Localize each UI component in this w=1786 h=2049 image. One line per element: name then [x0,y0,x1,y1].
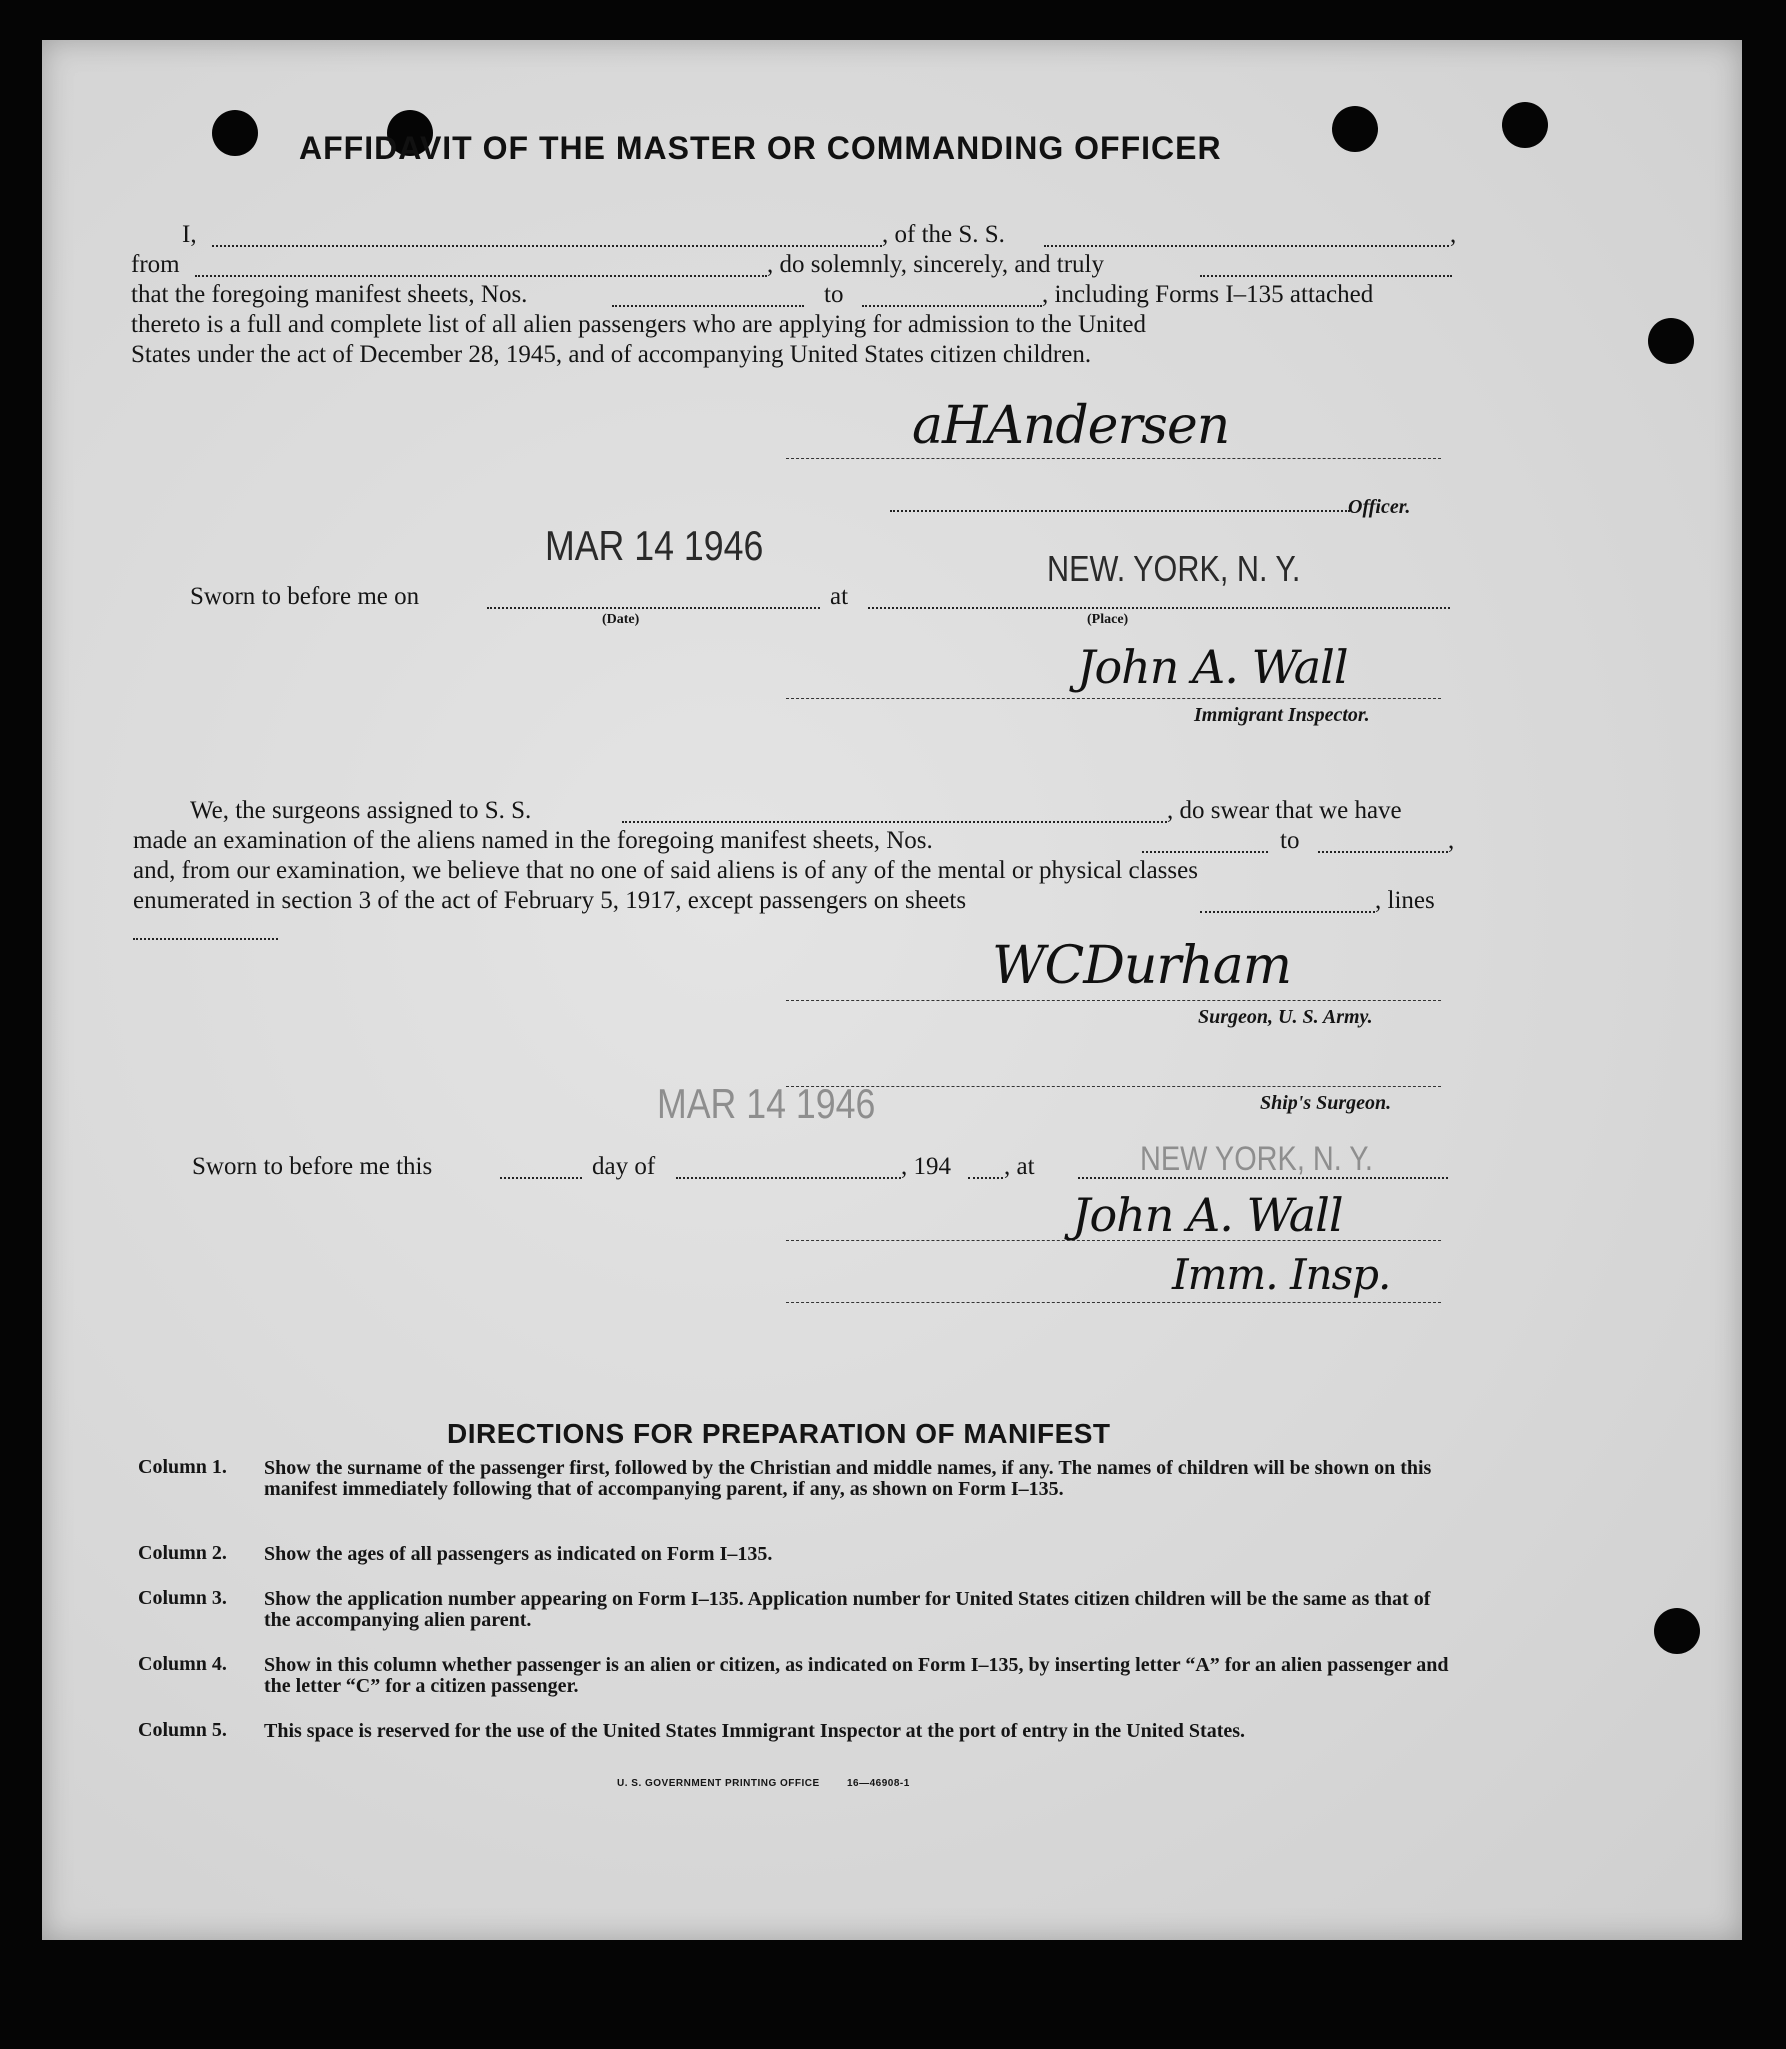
column-4-text: Show in this column whether passenger is an alien or citizen, as indicated on Form I–135, by inserting letter “A” for an alien passenger and the letter “C” for a citizen passenger. [264,1654,1449,1697]
surgeons-line-4: enumerated in section 3 of the act of February 5, 1917, except passengers on sheets [133,887,967,914]
punctuation: , [1448,827,1455,854]
column-3-label: Column 3. [138,1587,227,1609]
inspector-caption: Immigrant Inspector. [1194,704,1370,726]
surgeon-signature: WCDurham [992,936,1292,996]
punch-hole [1502,102,1548,148]
inspector-title-line [786,1302,1441,1303]
to-label: to [1280,827,1300,854]
at-label: , at [1004,1153,1035,1180]
ship-blank [1044,245,1449,247]
day-blank [500,1177,582,1179]
inspector-line [786,698,1441,699]
from-blank [195,275,767,277]
name-blank [212,245,882,247]
column-1-text: Show the surname of the passenger first, followed by the Christian and middle names, if any. The names of children will be shown on this manifest immediately following that of accompanying parent, if any, as shown on Form I–135. [264,1457,1432,1500]
date-caption: (Date) [602,612,640,627]
surgeon-caption: Surgeon, U. S. Army. [1198,1006,1373,1028]
inspector-signature: John A. Wall [1077,640,1348,694]
document-page [42,40,1742,1940]
officer-caption: Officer. [1348,496,1411,518]
form-number: 16—46908-1 [846,1778,910,1789]
place-caption: (Place) [1087,612,1129,627]
date-line [487,607,820,609]
surgeon-sheet-from [1142,851,1268,853]
column-2-label: Column 2. [138,1542,227,1564]
surgeons-oath: , do swear that we have [1167,797,1402,824]
surgeons-line-1: We, the surgeons assigned to S. S. [190,797,532,824]
directions-title: DIRECTIONS FOR PREPARATION OF MANIFEST [447,1418,1111,1449]
surgeon-line [786,1000,1441,1001]
printer-imprint [617,1778,910,1789]
affidavit-line-2-lead: from [131,251,180,278]
sheet-to-blank [862,305,1042,307]
surgeons-line-3: and, from our examination, we believe that no one of said aliens is of any of the mental or physical classes [133,857,1198,884]
year-label: , 194 [901,1153,951,1180]
inspector-title-signature: Imm. Insp. [1172,1250,1391,1299]
day-of-label: day of [592,1153,656,1180]
surgeon-sheet-to [1318,851,1448,853]
officer-line [890,510,1350,512]
column-2-text: Show the ages of all passengers as indicated on Form I–135. [264,1543,773,1565]
column-3-text: Show the application number appearing on Form I–135. Application number for United States citizen children will be the same as that of the accompanying alien parent. [264,1588,1431,1631]
lines-blank [133,938,278,940]
place-line [868,607,1450,609]
inspector-signature-2: John A. Wall [1072,1188,1343,1242]
punch-hole [1654,1608,1700,1654]
sworn-this-label: Sworn to before me this [192,1153,433,1180]
sheets-blank [1200,911,1375,913]
column-1-label: Column 1. [138,1456,227,1478]
surgeons-line-2: made an examination of the aliens named in the foregoing manifest sheets, Nos. [133,827,933,854]
at-label: at [830,583,849,610]
officer-signature: aHAndersen [912,396,1230,456]
date-stamp: MAR 14 1946 [545,522,764,569]
oath-blank [1200,275,1452,277]
punch-hole [1332,106,1378,152]
surgeon-ship-blank [622,821,1167,823]
year-blank [968,1177,1003,1179]
inspector-line-2 [786,1240,1441,1241]
sworn-label: Sworn to before me on [190,583,420,610]
affidavit-line-3-forms: , including Forms I–135 attached [1042,281,1374,308]
punch-hole [212,110,258,156]
sheet-from-blank [612,305,804,307]
printer-name: U. S. GOVERNMENT PRINTING OFFICE [617,1778,820,1789]
to-label: to [824,281,844,308]
column-5-label: Column 5. [138,1719,227,1741]
month-blank [676,1177,901,1179]
date-stamp-faint: MAR 14 1946 [657,1080,876,1127]
column-5-text: This space is reserved for the use of the United States Immigrant Inspector at the port of entry in the United States. [264,1720,1246,1742]
column-4-label: Column 4. [138,1653,227,1675]
affidavit-line-4: thereto is a full and complete list of all alien passengers who are applying for admission to the United [131,311,1147,338]
ship-surgeon-line [786,1086,1441,1087]
affidavit-title: AFFIDAVIT OF THE MASTER OR COMMANDING OFFICER [299,130,1222,166]
signature-line [786,458,1441,459]
place-stamp-faint: NEW YORK, N. Y. [1140,1140,1373,1178]
affidavit-line-1-lead: I, [182,221,197,248]
affidavit-line-5: States under the act of December 28, 1945, and of accompanying United States citizen children. [131,341,1092,368]
place-stamp: NEW. YORK, N. Y. [1047,548,1301,589]
ship-surgeon-caption: Ship's Surgeon. [1260,1092,1392,1114]
affidavit-line-1-ship: , of the S. S. [882,221,1005,248]
punch-hole [1648,318,1694,364]
affidavit-line-3-lead: that the foregoing manifest sheets, Nos. [131,281,528,308]
punctuation: , [1450,221,1457,248]
affidavit-line-2-oath: , do solemnly, sincerely, and truly [767,251,1104,278]
lines-label: , lines [1375,887,1435,914]
